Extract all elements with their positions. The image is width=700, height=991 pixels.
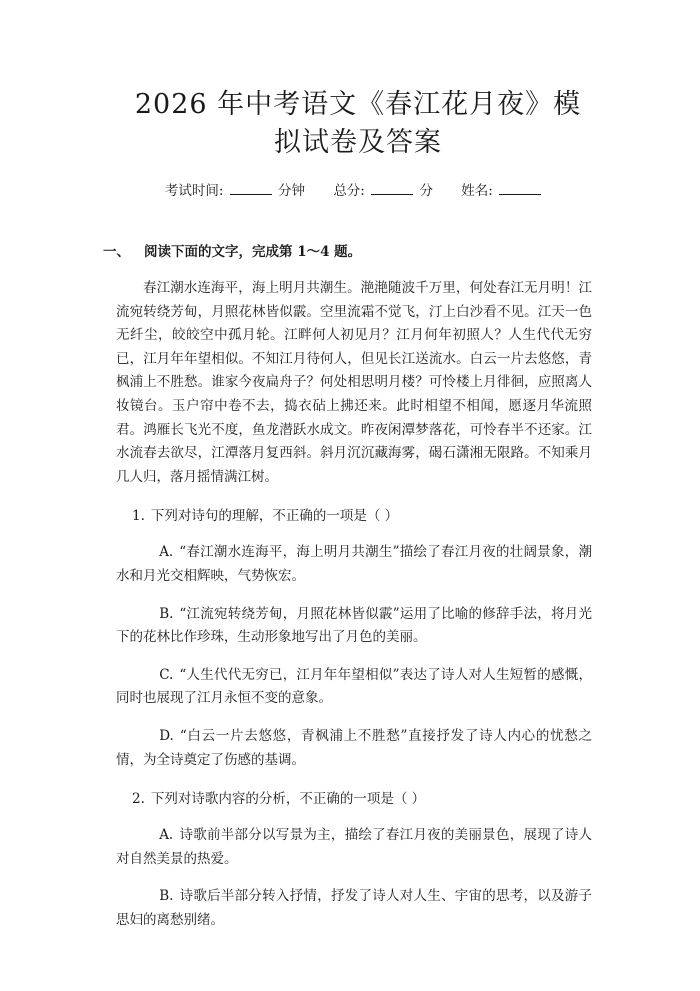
total-score-unit: 分 [419, 183, 433, 199]
option-text: 诗歌前半部分以写景为主，描绘了春江月夜的美丽景色，展现了诗人对自然美景的热爱。 [116, 827, 592, 867]
section-instruction: 阅读下面的文字，完成第 1～4 题。 [144, 244, 362, 260]
question-2-option-a [116, 824, 592, 871]
total-score-label: 总分: [333, 183, 365, 199]
option-text: 诗歌后半部分转入抒情，抒发了诗人对人生、宇宙的思考，以及游子思妇的离愁别绪。 [116, 888, 592, 928]
exam-time-unit: 分钟 [278, 183, 306, 199]
question-number: 1. [132, 508, 145, 525]
option-label: C. [159, 666, 174, 683]
question-1-option-b [116, 603, 592, 650]
question-number: 2. [132, 791, 145, 808]
exam-time [165, 180, 305, 201]
student-name-blank [499, 180, 541, 195]
option-text: “白云一片去悠悠，青枫浦上不胜愁”直接抒发了诗人内心的忧愁之情，为全诗奠定了伤感的基调。 [116, 727, 592, 768]
exam-title: 2026 年中考语文《春江花月夜》模拟试卷及答案 [134, 89, 582, 158]
option-text: “江流宛转绕芳甸，月照花林皆似霰”运用了比喻的修辞手法，将月光下的花林比作珍珠，生动形象地写出了月色的美丽。 [116, 605, 592, 646]
option-label: A. [159, 827, 174, 844]
student-name-label: 姓名: [461, 183, 493, 199]
option-label: B. [159, 888, 174, 905]
question-1-option-c [116, 664, 592, 711]
exam-time-blank [230, 180, 272, 195]
option-label: A. [159, 544, 174, 561]
option-label: B. [159, 605, 174, 622]
question-stem: 下列对诗句的理解，不正确的一项是（ ） [150, 508, 399, 525]
exam-meta [116, 180, 592, 201]
exam-time-label: 考试时间: [164, 183, 224, 199]
question-stem: 下列对诗歌内容的分析，不正确的一项是（ ） [150, 791, 426, 808]
section-number: 一、 [103, 244, 130, 260]
option-label: D. [159, 727, 174, 744]
question-1 [116, 505, 592, 527]
poem-passage: 春江潮水连海平，海上明月共潮生。滟滟随波千万里，何处春江无月明！江流宛转绕芳甸，月照花林皆似霰。空里流霜不觉飞，汀上白沙看不见。江天一色无纤尘，皎皎空中孤月轮。江畔何人初见月？江月何年初照人？人生代代无穷已，江月年年望相似。不知江月待何人，但见长江送流水。白云一片去悠悠，青枫浦上不胜愁。谁家今夜扁舟子？何处相思明月楼？可怜楼上月徘徊，应照离人妆镜台。玉户帘中卷不去，捣衣砧上拂还来。此时相望不相闻，愿逐月华流照君。鸿雁长飞光不度，鱼龙潜跃水成文。昨夜闲潭梦落花，可怜春半不还家。江水流春去欲尽，江潭落月复西斜。斜月沉沉藏海雾，碣石潇湘无限路。不知乘月几人归，落月摇情满江树。 [116, 280, 592, 485]
exam-page [0, 86, 700, 991]
total-score-blank [371, 180, 413, 195]
option-text: “人生代代无穷已，江月年年望相似”表达了诗人对人生短暂的感慨，同时也展现了江月永恒不变的意象。 [116, 666, 592, 707]
question-1-option-d [116, 725, 592, 772]
student-name [461, 180, 543, 201]
question-2 [116, 788, 592, 810]
option-text: “春江潮水连海平，海上明月共潮生”描绘了春江月夜的壮阔景象，潮水和月光交相辉映，气势恢宏。 [116, 544, 592, 584]
section-heading [103, 241, 592, 263]
total-score [333, 180, 433, 201]
question-2-option-b [116, 885, 592, 932]
question-1-option-a [116, 541, 592, 588]
